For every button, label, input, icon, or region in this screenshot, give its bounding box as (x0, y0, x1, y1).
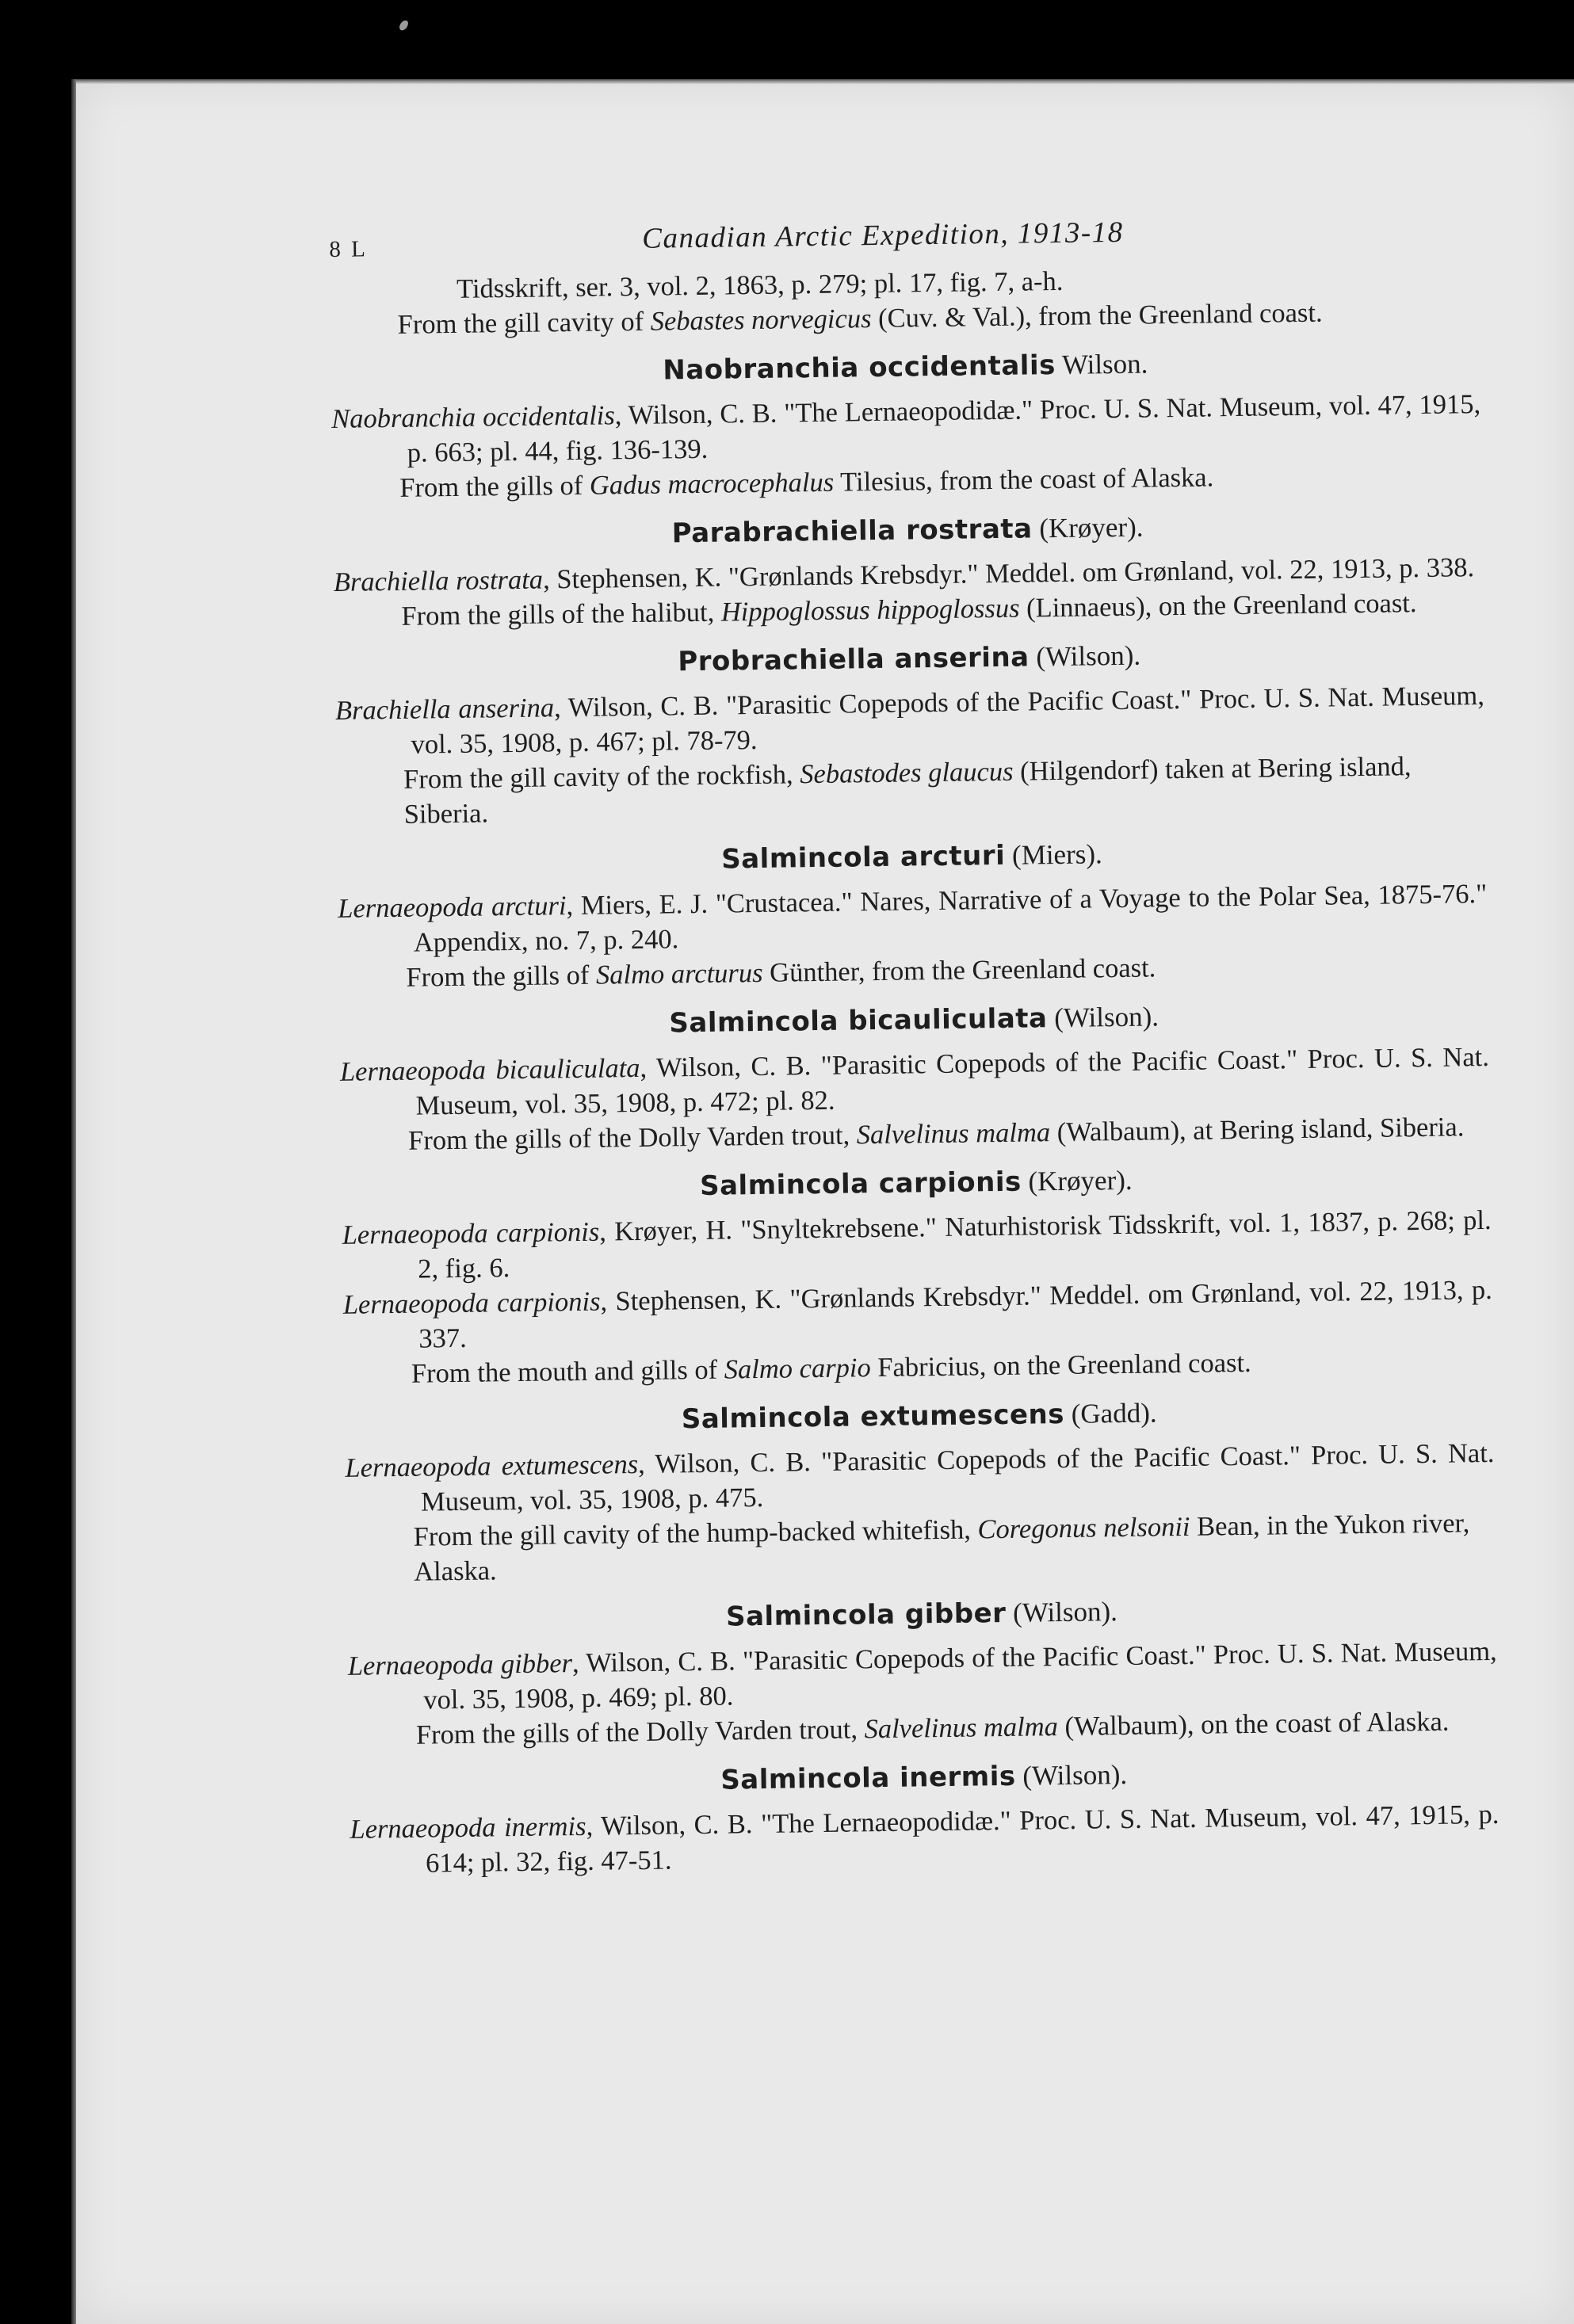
species-entry (347, 1589, 1498, 1753)
host-remark: From the mouth and gills of Salmo carpio Fabricius, on the Greenland coast. (411, 1347, 1251, 1389)
species-name: Salmincola extumescens (681, 1398, 1065, 1436)
species-author: (Wilson). (1036, 639, 1141, 673)
species-entry (349, 1753, 1500, 1882)
species-name: Salmincola gibber (725, 1597, 1007, 1633)
synonym-taxon: Lernaeopoda gibber (347, 1648, 573, 1681)
species-entry (342, 1158, 1493, 1392)
species-heading (334, 634, 1484, 684)
host-name: Hippoglossus hippoglossus (720, 593, 1020, 628)
species-heading (347, 1589, 1496, 1639)
host-name: Salmo arcturus (595, 957, 763, 990)
synonymy-list (350, 1797, 1500, 1882)
citation-text: , Wilson, C. B. "Parasitic Copepods of the Pacific Coast." Proc. U. S. Nat. Museum, vol. 35, 1908, p. 469; pl. 80. (423, 1635, 1497, 1715)
host-remark: From the gill cavity of the rockfish, Sebastodes glaucus (Hilgendorf) taken at Bering island, Siberia. (403, 751, 1412, 830)
citation-text: , Krøyer, H. "Snyltekrebsene." Naturhistorisk Tidsskrift, vol. 1, 1837, p. 268; pl. 2, fig. 6. (417, 1204, 1492, 1284)
synonym-taxon: Lernaeopoda arcturi (338, 891, 567, 924)
species-heading (339, 995, 1488, 1045)
page-top-edge (76, 79, 1574, 84)
species-heading (333, 506, 1482, 555)
synonym-taxon: Brachiella anserina (334, 693, 555, 726)
citation-text: , Wilson, C. B. "Parasitic Copepods of the Pacific Coast." Proc. U. S. Nat. Museum, vol. 35, 1908, p. 467; pl. 78-79. (411, 680, 1485, 760)
page-number: 8 L (329, 236, 369, 262)
species-list (330, 342, 1500, 1882)
dust-speck (398, 19, 410, 32)
species-entry (334, 634, 1486, 833)
host-name: Salvelinus malma (864, 1712, 1059, 1745)
citation-text: , Wilson, C. B. "Parasitic Copepods of the Pacific Coast." Proc. U. S. Nat. Museum, vol. 35, 1908, p. 472; pl. 82. (415, 1041, 1490, 1121)
synonym-taxon: Lernaeopoda inermis (350, 1811, 586, 1845)
synonymy-citation (350, 1797, 1500, 1882)
species-heading (349, 1753, 1498, 1803)
species-heading (342, 1158, 1491, 1208)
species-name: Salmincola arcturi (720, 839, 1006, 876)
species-author: (Wilson). (1012, 1596, 1118, 1628)
species-author: (Wilson). (1022, 1758, 1128, 1792)
citation-text: , Wilson, C. B. "The Lernaeopodidæ." Proc. U. S. Nat. Museum, vol. 47, 1915, p. 614; pl. 32, fig. 47-51. (425, 1799, 1500, 1879)
species-entry (337, 832, 1488, 996)
species-author: Wilson. (1061, 348, 1148, 380)
host-name: Salvelinus malma (856, 1117, 1051, 1151)
citation-text: , Wilson, C. B. "The Lernaeopodidæ." Proc. U. S. Nat. Museum, vol. 47, 1915, p. 663; pl. 44, fig. 136-139. (407, 389, 1481, 468)
species-name: Salmincola bicauliculata (669, 1002, 1048, 1040)
page-content (329, 211, 1500, 1896)
citation-continuation: Tidsskrift, ser. 3, vol. 2, 1863, p. 279; pl. 17, fig. 7, a-h. (456, 265, 1064, 304)
species-author: (Gadd). (1071, 1397, 1157, 1429)
host-name: Coregonus nelsonii (977, 1511, 1190, 1545)
species-name: Salmincola carpionis (699, 1166, 1022, 1202)
species-name: Probrachiella anserina (678, 641, 1030, 678)
species-entry (339, 995, 1490, 1159)
species-entry (333, 506, 1484, 635)
synonymy-list (342, 1203, 1492, 1357)
citation-text: , Wilson, C. B. "Parasitic Copepods of the Pacific Coast." Proc. U. S. Nat. Museum, vol. 35, 1908, p. 475. (420, 1437, 1495, 1517)
species-author: (Krøyer). (1039, 511, 1144, 544)
host-remark: From the gills of the Dolly Varden trout, Salvelinus malma (Walbaum), at Bering island, Siberia. (407, 1112, 1465, 1156)
citation-text: , Stephensen, K. "Grønlands Krebsdyr." Meddel. om Grønland, vol. 22, 1913, p. 337. (418, 1274, 1492, 1354)
synonym-taxon: Lernaeopoda carpionis (342, 1216, 600, 1250)
citation-text: , Stephensen, K. "Grønlands Krebsdyr." Meddel. om Grønland, vol. 22, 1913, p. 338. (542, 552, 1475, 595)
species-entry (330, 342, 1481, 506)
host-remark: From the gills of the halibut, Hippoglossus hippoglossus (Linnaeus), on the Greenland coast. (401, 588, 1417, 632)
host-remark: From the gills of Gadus macrocephalus Tilesius, from the coast of Alaska. (399, 462, 1214, 503)
host-name: Sebastodes glaucus (800, 756, 1014, 790)
citation-text: , Miers, E. J. "Crustacea." Nares, Narrative of a Voyage to the Polar Sea, 1875-76." Appendix, no. 7, p. 240. (413, 878, 1488, 958)
species-name: Naobranchia occidentalis (663, 349, 1056, 387)
synonym-taxon: Lernaeopoda extumescens (345, 1449, 639, 1483)
species-name: Salmincola inermis (720, 1760, 1016, 1796)
synonym-taxon: Lernaeopoda bicauliculata (339, 1052, 640, 1087)
species-author: (Wilson). (1053, 1001, 1159, 1034)
host-name: Salmo carpio (724, 1353, 871, 1385)
species-heading (337, 832, 1486, 882)
running-title: Canadian Arctic Expedition, 1913-18 (641, 216, 1124, 255)
species-entry (345, 1391, 1496, 1590)
host-name: Sebastes norvegicus (650, 303, 872, 337)
species-heading (345, 1391, 1494, 1441)
host-remark: From the gills of the Dolly Varden trout, Salvelinus malma (Walbaum), on the coast of Alaska. (415, 1706, 1450, 1750)
host-name: Gadus macrocephalus (589, 467, 835, 501)
species-name: Parabrachiella rostrata (671, 513, 1033, 550)
host-remark: From the gills of Salmo arcturus Günther, from the Greenland coast. (406, 952, 1156, 993)
synonym-taxon: Lernaeopoda carpionis (342, 1286, 601, 1320)
synonym-taxon: Naobranchia occidentalis (330, 400, 616, 434)
species-author: (Krøyer). (1028, 1164, 1133, 1197)
host-remark: From the gill cavity of the hump-backed whitefish, Coregonus nelsonii Bean, in the Yukon river, Alaska. (413, 1508, 1470, 1587)
species-heading (330, 342, 1480, 392)
host-remark: From the gill cavity of Sebastes norvegicus (Cuv. & Val.), from the Greenland coast. (397, 297, 1323, 340)
synonym-taxon: Brachiella rostrata (333, 564, 544, 597)
species-author: (Miers). (1011, 838, 1102, 871)
